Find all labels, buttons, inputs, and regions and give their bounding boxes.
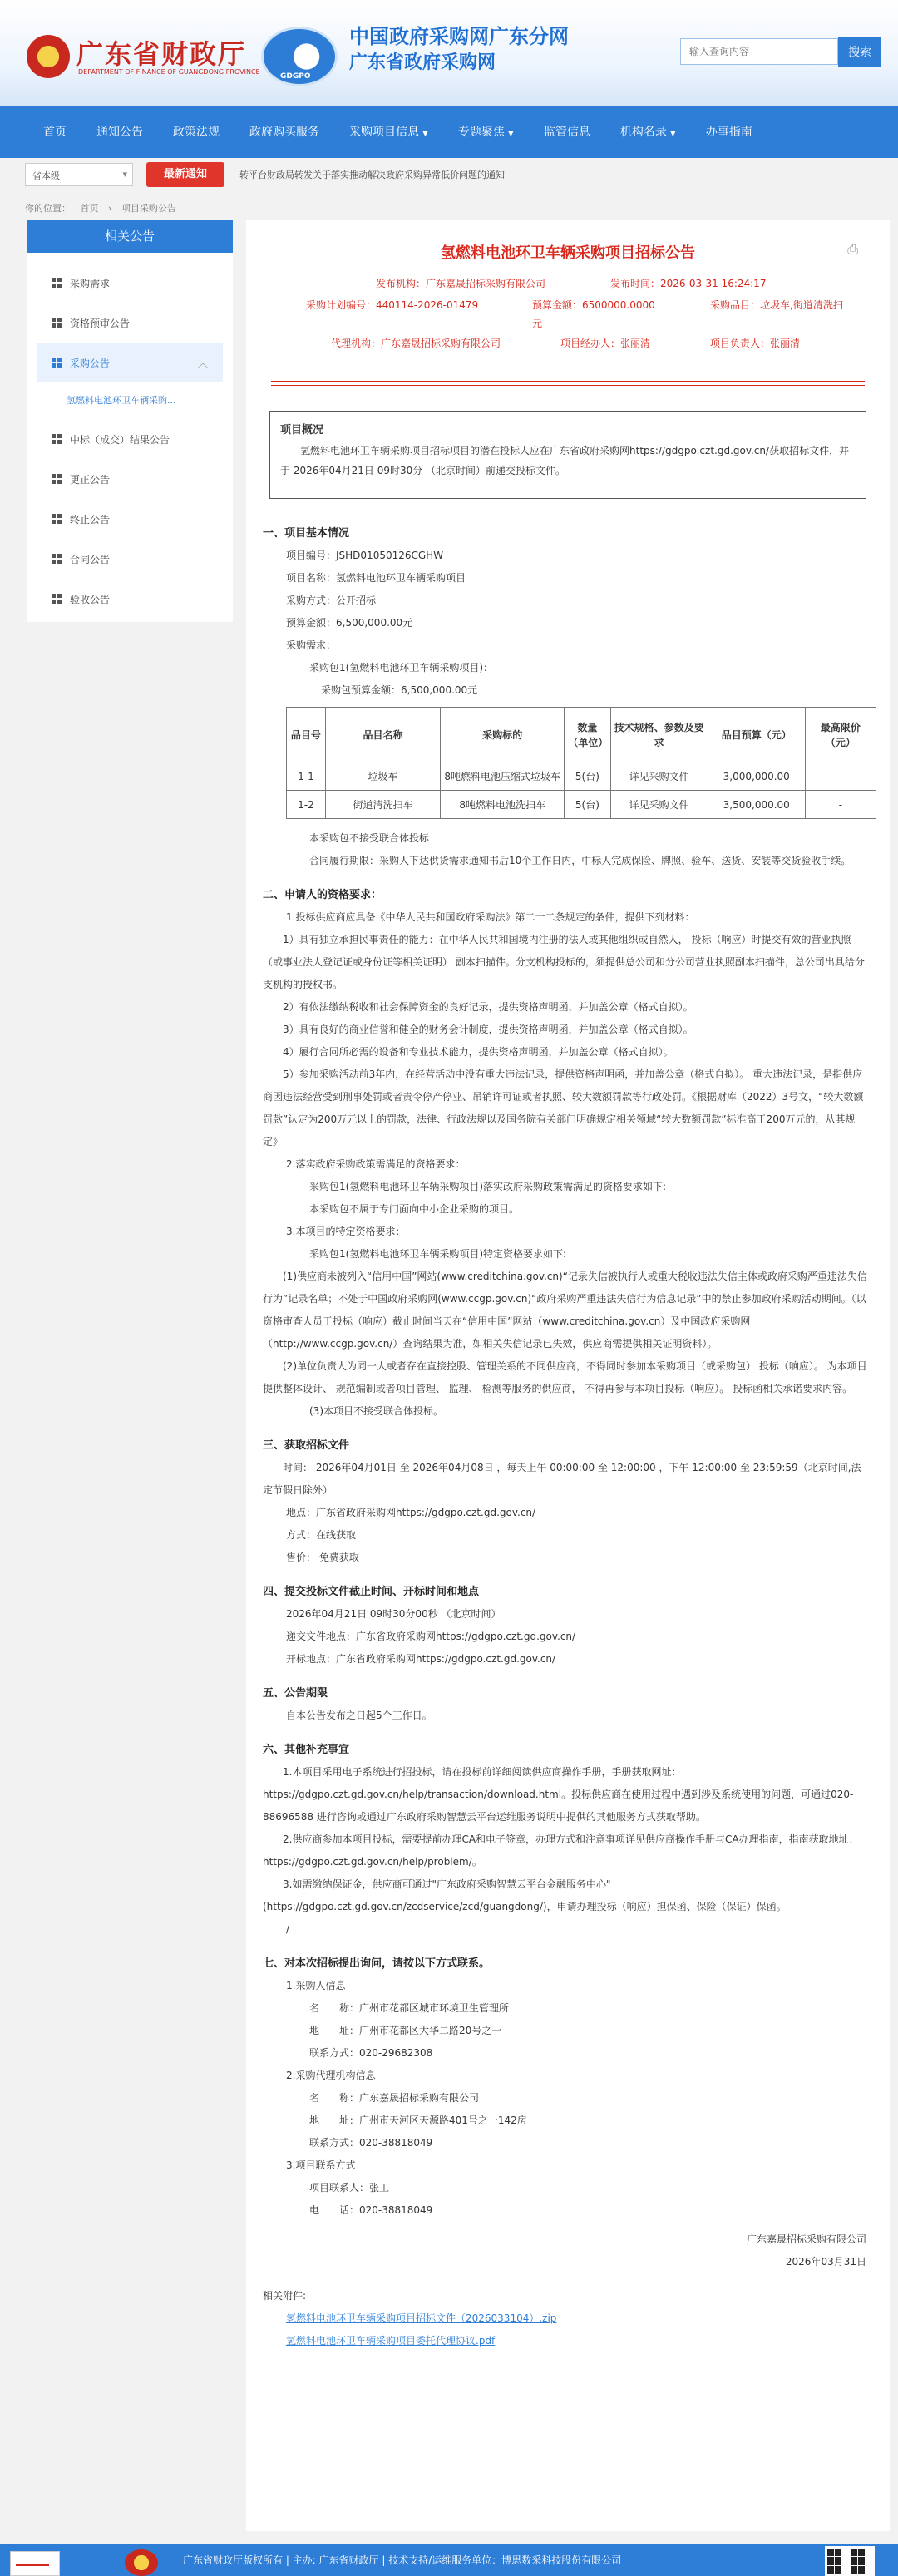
attachment-link[interactable]: 氢燃料电池环卫车辆采购项目招标文件（2026033104）.zip [286, 2312, 557, 2324]
table-row [287, 791, 876, 819]
grid-icon [52, 554, 62, 564]
requirement-line: 本采购包不属于专门面向中小企业采购的项目。 [309, 1203, 520, 1215]
info-line: 项目名称：氢燃料电池环卫车辆采购项目 [286, 572, 466, 584]
meta-plan-no: 采购计划编号：440114-2026-01479 [306, 299, 479, 311]
grid-icon [52, 434, 62, 444]
section-heading: 七、对本次招标提出询问，请按以下方式联系。 [263, 1957, 491, 1970]
summary-text: 氢燃料电池环卫车辆采购项目招标项目的潜在投标人应在广东省政府采购网https://gdgpo.czt.gd.gov.cn/获取招标文件，并于 2026年04月21日 09时30分 （北京时间）前递交投标文件。 [280, 445, 850, 476]
nav-directory[interactable] [605, 106, 691, 158]
search-button[interactable]: 搜索 [838, 37, 881, 67]
info-line: 方式：在线获取 [286, 1529, 357, 1541]
info-line: 项目编号：JSHD01050126CGHW [286, 550, 444, 561]
info-line: 售价： 免费获取 [286, 1552, 359, 1563]
sidebar-item-label: 采购需求 [70, 277, 111, 289]
site-subtitle: DEPARTMENT OF FINANCE OF GUANGDONG PROVINCE [78, 68, 260, 76]
sidebar-subitem[interactable]: 氢燃料电池环卫车辆采购... [67, 395, 176, 406]
nav-label: 专题聚焦 [457, 126, 505, 139]
divider [271, 385, 865, 386]
breadcrumb-separator: › [108, 203, 112, 214]
info-line: 预算金额：6,500,000.00元 [286, 617, 413, 629]
notice-bar [25, 161, 890, 188]
grid-icon [52, 594, 62, 604]
summary-box [269, 411, 866, 499]
info-line: 2026年04月21日 09时30分00秒 （北京时间） [286, 1608, 501, 1620]
gov-badge-icon[interactable] [10, 2551, 60, 2576]
nav-topics[interactable] [443, 106, 529, 158]
requirement-line: 2）有依法缴纳税收和社会保障资金的良好记录，提供资格声明函，并加盖公章（格式自拟）。 [283, 1001, 693, 1013]
requirement-line: 2.落实政府采购政策需满足的资格要求： [286, 1158, 466, 1170]
info-line: 本采购包不接受联合体投标 [309, 832, 430, 844]
requirement-line: 5）参加采购活动前3年内，在经营活动中没有重大违法记录，提供资格声明函，并加盖公章（格式自拟）。 重大违法记录，是指供应商因违法经营受到刑事处罚或者责令停产停业、吊销许可证或者执照、较大数额罚款等行政处罚。《根据财库（2022）3号文，“较大数额罚款”认定为200万元以上的罚款，法律、行政法规以及国务院有关部门明确规定相关领域“较大数额罚款”标准高于200万元的，从其规定》 [263, 1068, 864, 1147]
gdgpo-logo-text: GDGPO [280, 72, 311, 81]
meta-budget: 预算金额：6500000.0000 [532, 299, 655, 311]
items-table [286, 707, 876, 819]
sidebar-item-requirements[interactable] [27, 263, 233, 303]
meta-budget-unit: 元 [532, 318, 543, 329]
table-header: 数量（单位） [565, 708, 610, 762]
table-cell: 8吨燃料电池洗扫车 [441, 791, 565, 819]
table-header-row [287, 708, 876, 762]
sidebar-item-termination[interactable] [27, 499, 233, 539]
table-header: 技术规格、参数及要求 [610, 708, 708, 762]
info-line: 采购需求： [286, 639, 337, 651]
info-line: 开标地点：广东省政府采购网https://gdgpo.czt.gd.gov.cn/ [286, 1653, 556, 1665]
footer-text: 广东省财政厅版权所有 | 主办: 广东省财政厅 | 技术支持/运维服务单位：博思数采科技股份有限公司 [183, 2554, 622, 2566]
table-cell: 3,000,000.00 [708, 762, 805, 791]
requirement-line: (1)供应商未被列入“信用中国”网站(www.creditchina.gov.cn)“记录失信被执行人或重大税收违法失信主体或政府采购严重违法失信行为”记录名单；不处于中国政府采购网(www.ccgp.gov.cn)“政府采购严重违法失信行为信息记录”中的禁止参加政府采购活动期间。（以资格审查人员于投标（响应）截止时间当天在“信用中国”网站（www.creditchina.gov.cn）及中国政府采购网（http://www.ccgp.gov.cn/）查询结果为准，如相关失信记录已失效，供应商需提供相关证明资料）。 [263, 1271, 867, 1350]
sidebar-item-label: 验收公告 [70, 593, 111, 605]
table-row [287, 762, 876, 791]
table-header: 最高限价（元） [805, 708, 876, 762]
site-title[interactable]: 广东省财政厅 [76, 38, 247, 70]
table-cell: 3,500,000.00 [708, 791, 805, 819]
sidebar-item-label: 更正公告 [70, 473, 111, 486]
table-cell: 5(台) [565, 791, 610, 819]
site-footer [0, 2544, 898, 2576]
sidebar-item-prequalification[interactable] [27, 303, 233, 343]
meta-publisher: 发布机构：广东嘉晟招标采购有限公司 [376, 278, 546, 289]
latest-notice-badge: 最新通知 [146, 162, 224, 187]
meta-time: 发布时间：2026-03-31 16:24:17 [610, 278, 767, 289]
section-heading: 四、提交投标文件截止时间、开标时间和地点 [263, 1586, 480, 1598]
nav-label: 监管信息 [543, 126, 590, 139]
table-cell: 街道清洗扫车 [325, 791, 440, 819]
section-heading: 五、公告期限 [263, 1687, 328, 1700]
sidebar-title: 相关公告 [27, 220, 233, 253]
attachments [263, 2285, 870, 2352]
section-heading: 六、其他补充事宜 [263, 1744, 350, 1756]
grid-icon [52, 358, 62, 368]
contact-line: 1.采购人信息 [286, 1980, 346, 1991]
nav-notices[interactable] [81, 106, 158, 158]
table-header: 采购标的 [441, 708, 565, 762]
nav-label: 机构名录 [619, 126, 667, 139]
sidebar [27, 220, 233, 622]
section-heading: 一、项目基本情况 [263, 527, 350, 540]
chevron-down-icon: ▼ [669, 130, 676, 138]
nav-home[interactable] [28, 106, 81, 158]
info-line: 递交文件地点：广东省政府采购网https://gdgpo.czt.gd.gov.cn/ [286, 1631, 576, 1642]
grid-icon [52, 474, 62, 484]
info-line: 1.本项目采用电子系统进行招投标，请在投标前详细阅读供应商操作手册，手册获取网址：https://gdgpo.czt.gd.gov.cn/help/transaction/download.html。投标供应商在使用过程中遇到涉及系统使用的问题，可通过020-88696588 进行咨询或通过广东政府采购智慧云平台运维服务说明中提供的其他服务方式获取帮助。 [263, 1766, 854, 1823]
breadcrumb [25, 201, 183, 215]
main-nav [0, 106, 898, 158]
summary-title: 项目概况 [280, 424, 324, 437]
requirement-line: 采购包1(氢燃料电池环卫车辆采购项目)落实政府采购政策需满足的资格要求如下: [309, 1181, 667, 1192]
nav-label: 办事指南 [705, 126, 752, 139]
info-line: 2.供应商参加本项目投标，需要提前办理CA和电子签章，办理方式和注意事项详见供应商操作手册与CA办理指南，指南获取地址：https://gdgpo.czt.gd.gov.cn/help/problem/。 [263, 1833, 859, 1868]
sidebar-item-label: 中标（成交）结果公告 [70, 433, 170, 446]
nav-label: 政府购买服务 [249, 126, 319, 139]
table-cell: 垃圾车 [325, 762, 440, 791]
article-title: 氢燃料电池环卫车辆采购项目招标公告 [441, 244, 695, 262]
requirement-line: 1.投标供应商应具备《中华人民共和国政府采购法》第二十二条规定的条件，提供下列材料： [286, 911, 695, 923]
breadcrumb-current[interactable]: 项目采购公告 [121, 203, 176, 214]
requirement-line: 采购包1(氢燃料电池环卫车辆采购项目)特定资格要求如下: [309, 1248, 567, 1260]
sidebar-item-acceptance[interactable] [27, 579, 233, 619]
signature-date: 2026年03月31日 [785, 2256, 866, 2268]
sidebar-item-correction[interactable] [27, 459, 233, 499]
contact-line: 联系方式：020-29682308 [309, 2047, 433, 2059]
contact-line: 地 址：广州市花都区大华二路20号之一 [309, 2025, 502, 2036]
attachments-title: 相关附件: [263, 2290, 307, 2302]
sidebar-item-label: 资格预审公告 [70, 317, 131, 329]
info-line: 3.如需缴纳保证金，供应商可通过"广东政府采购智慧云平台金融服务中心"(https://gdgpo.czt.gd.gov.cn/zcdservice/zcd/guangdong/)，申请办理投标（响应）担保函、保险（保证）保函。 [263, 1878, 787, 1912]
network-subtitle: 广东省政府采购网 [349, 52, 496, 73]
info-line: 自本公告发布之日起5个工作日。 [286, 1710, 432, 1721]
signature-org: 广东嘉晟招标采购有限公司 [746, 2233, 866, 2245]
attachment-link[interactable]: 氢燃料电池环卫车辆采购项目委托代理协议.pdf [286, 2335, 496, 2347]
grid-icon [52, 318, 62, 328]
table-cell: 8吨燃料电池压缩式垃圾车 [441, 762, 565, 791]
table-cell: - [805, 762, 876, 791]
info-line: / [286, 1923, 290, 1935]
contact-line: 2.采购代理机构信息 [286, 2070, 376, 2081]
requirement-line: 3.本项目的特定资格要求： [286, 1226, 406, 1237]
sidebar-item-label: 合同公告 [70, 553, 111, 565]
package-line: 采购包1(氢燃料电池环卫车辆采购项目)： [309, 662, 493, 674]
article-panel [246, 220, 890, 2531]
qr-code-icon [825, 2546, 875, 2576]
nav-supervision[interactable] [529, 106, 605, 158]
table-cell: 1-1 [287, 762, 326, 791]
contact-line: 地 址：广州市天河区天源路401号之一142房 [309, 2115, 527, 2126]
sidebar-item-label: 采购公告 [70, 357, 111, 369]
site-header [0, 0, 898, 106]
info-line: 地点：广东省政府采购网https://gdgpo.czt.gd.gov.cn/ [286, 1507, 536, 1518]
breadcrumb-home[interactable]: 首页 [80, 203, 99, 214]
requirement-line: 4）履行合同所必需的设备和专业技术能力，提供资格声明函，并加盖公章（格式自拟）。 [283, 1046, 674, 1058]
region-select[interactable]: 省本级 ▾ [25, 163, 133, 186]
national-emblem-icon [125, 2549, 158, 2576]
contact-line: 电 话：020-38818049 [309, 2204, 433, 2216]
breadcrumb-prefix: 你的位置： [25, 203, 71, 214]
meta-agency: 代理机构：广东嘉晟招标采购有限公司 [331, 338, 501, 349]
chevron-up-icon: ︿ [197, 357, 208, 369]
sidebar-item-result[interactable] [27, 419, 233, 459]
meta-contact: 项目经办人：张丽清 [560, 338, 651, 349]
nav-purchase-services[interactable] [234, 106, 334, 158]
table-cell: 详见采购文件 [610, 791, 708, 819]
nav-policy[interactable] [158, 106, 234, 158]
chevron-down-icon: ▼ [507, 130, 514, 138]
gdgpo-logo[interactable] [261, 27, 338, 86]
contact-line: 联系方式：020-38818049 [309, 2137, 433, 2149]
meta-category: 采购品目：垃圾车,街道清洗扫 [710, 299, 843, 311]
nav-label: 政策法规 [173, 126, 220, 139]
grid-icon [52, 514, 62, 524]
requirement-line: (3)本项目不接受联合体投标。 [309, 1405, 443, 1417]
nav-guide[interactable] [691, 106, 767, 158]
contact-line: 项目联系人：张工 [309, 2182, 390, 2194]
table-header: 品目名称 [325, 708, 440, 762]
meta-owner: 项目负责人：张丽清 [710, 338, 801, 349]
table-cell: - [805, 791, 876, 819]
info-line: 合同履行期限：采购人下达供货需求通知书后10个工作日内，中标人完成保险、牌照、验车、送货、安装等交货验收手续。 [309, 855, 851, 866]
chevron-down-icon: ▼ [422, 130, 428, 138]
grid-icon [52, 278, 62, 288]
info-line: 采购方式：公开招标 [286, 595, 377, 606]
print-icon[interactable]: ⎙ [847, 241, 858, 257]
divider [271, 381, 865, 383]
requirement-line: (2)单位负责人为同一人或者存在直接控股、管理关系的不同供应商，不得同时参加本采购项目（或采购包） 投标（响应）。 为本项目提供整体设计、 规范编制或者项目管理、 监理、 检测等服务的供应商， 不得再参与本项目投标（响应）。 投标函相关承诺要求内容。 [263, 1360, 867, 1394]
sidebar-item-label: 终止公告 [70, 513, 111, 526]
table-header: 品目预算（元） [708, 708, 805, 762]
nav-project-info[interactable] [334, 106, 443, 158]
nav-label: 采购项目信息 [349, 126, 419, 139]
info-line: 时间： 2026年04月01日 至 2026年04月08日 ，每天上午 00:00:00 至 12:00:00 ，下午 12:00:00 至 23:59:59（北京时间,法定节假日除外） [263, 1462, 861, 1496]
section-heading: 二、申请人的资格要求： [263, 889, 382, 901]
table-cell: 1-2 [287, 791, 326, 819]
contact-line: 名 称：广东嘉晟招标采购有限公司 [309, 2092, 480, 2104]
national-emblem-logo [27, 35, 70, 78]
contact-line: 3.项目联系方式 [286, 2159, 356, 2171]
contact-line: 名 称：广州市花都区城市环境卫生管理所 [309, 2002, 510, 2014]
network-title: 中国政府采购网广东分网 [349, 25, 569, 48]
article-body [263, 511, 870, 2352]
sidebar-item-purchase-notice[interactable] [37, 343, 223, 382]
notice-link[interactable]: 转平台财政局转发关于落实推动解决政府采购异常低价问题的通知 [239, 170, 505, 180]
package-budget: 采购包预算金额：6,500,000.00元 [321, 684, 478, 696]
table-cell: 详见采购文件 [610, 762, 708, 791]
section-heading: 三、获取招标文件 [263, 1439, 350, 1452]
requirement-line: 1）具有独立承担民事责任的能力：在中华人民共和国境内注册的法人或其他组织或自然人， 投标（响应）时提交有效的营业执照（或事业法人登记证或身份证等相关证明） 副本扫描件。分支机构投标的，须提供总公司和分公司营业执照副本扫描件，总公司出具给分支机构的授权书。 [263, 934, 865, 990]
sidebar-item-contract[interactable] [27, 539, 233, 579]
search-input[interactable] [680, 38, 838, 65]
requirement-line: 3）具有良好的商业信誉和健全的财务会计制度，提供资格声明函，并加盖公章（格式自拟）。 [283, 1024, 693, 1035]
nav-label: 通知公告 [96, 126, 143, 139]
table-cell: 5(台) [565, 762, 610, 791]
nav-label: 首页 [43, 126, 67, 139]
table-header: 品目号 [287, 708, 326, 762]
